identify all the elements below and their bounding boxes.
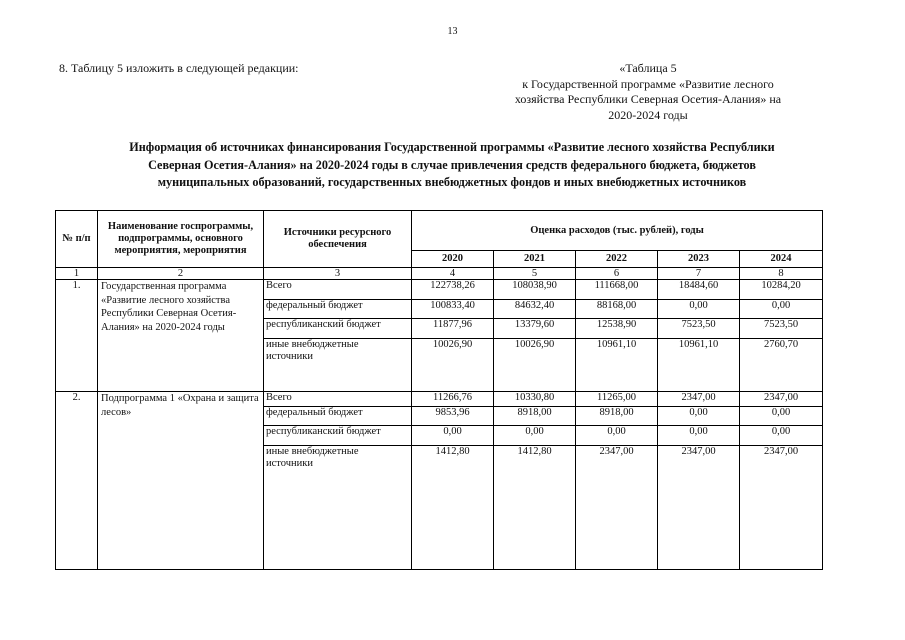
table-row [56,392,823,406]
table-row [56,280,823,300]
column-index: 1 [56,268,98,280]
value-cell: 0,00 [576,426,658,446]
value-cell: 7523,50 [740,319,823,339]
value-cell: 10961,10 [658,338,740,391]
heading-line: муниципальных образований, государственных внебюджетных фондов и иных внебюджетных источников [157,175,747,189]
amendment-instruction: 8. Таблицу 5 изложить в следующей редакции: [59,61,299,75]
value-cell: 2760,70 [740,338,823,391]
value-cell: 1412,80 [412,445,494,569]
value-cell: 2347,00 [740,445,823,569]
value-cell: 8918,00 [576,406,658,426]
program-name: Государственная программа «Развитие лесного хозяйства Республики Северная Осетия-Алания» на 2020-2024 годы [98,280,264,392]
value-cell: 122738,26 [412,280,494,300]
source-cell: республиканский бюджет [264,426,412,446]
value-cell: 2347,00 [740,392,823,406]
source-cell: Всего [264,280,412,300]
value-cell: 13379,60 [494,319,576,339]
value-cell: 2347,00 [658,392,740,406]
header-number: № п/п [56,211,98,268]
value-cell: 0,00 [740,299,823,319]
value-cell: 11877,96 [412,319,494,339]
financing-table [55,210,823,570]
column-index: 8 [740,268,823,280]
source-cell: Всего [264,392,412,406]
value-cell: 2347,00 [576,445,658,569]
value-cell: 2347,00 [658,445,740,569]
value-cell: 88168,00 [576,299,658,319]
row-number: 1. [56,280,98,392]
value-cell: 11266,76 [412,392,494,406]
header-year: 2024 [740,251,823,268]
value-cell: 7523,50 [658,319,740,339]
header-estimate: Оценка расходов (тыс. рублей), годы [412,211,823,251]
source-cell: иные внебюджетные источники [264,445,412,569]
value-cell: 12538,90 [576,319,658,339]
value-cell: 84632,40 [494,299,576,319]
appendix-line: 2020-2024 годы [608,107,688,122]
source-cell: федеральный бюджет [264,299,412,319]
appendix-caption [488,61,808,123]
header-year: 2021 [494,251,576,268]
column-index: 5 [494,268,576,280]
header-year: 2022 [576,251,658,268]
value-cell: 10284,20 [740,280,823,300]
program-name: Подпрограмма 1 «Охрана и защита лесов» [98,392,264,570]
value-cell: 10330,80 [494,392,576,406]
source-cell: иные внебюджетные источники [264,338,412,391]
value-cell: 111668,00 [576,280,658,300]
header-year: 2023 [658,251,740,268]
value-cell: 0,00 [658,299,740,319]
value-cell: 10961,10 [576,338,658,391]
value-cell: 10026,90 [494,338,576,391]
value-cell: 9853,96 [412,406,494,426]
value-cell: 0,00 [740,406,823,426]
value-cell: 100833,40 [412,299,494,319]
table-heading [62,139,842,192]
value-cell: 0,00 [658,426,740,446]
page-number: 13 [447,26,458,37]
row-number: 2. [56,392,98,570]
value-cell: 0,00 [494,426,576,446]
value-cell: 0,00 [412,426,494,446]
heading-line: Северная Осетия-Алания» на 2020-2024 годы в случае привлечения средств федерального бюджета, бюджетов [148,157,756,172]
appendix-line: «Таблица 5 [619,61,677,75]
column-index: 6 [576,268,658,280]
appendix-line: хозяйства Республики Северная Осетия-Алания» на [514,92,782,106]
header-year: 2020 [412,251,494,268]
column-index: 7 [658,268,740,280]
value-cell: 8918,00 [494,406,576,426]
header-source: Источники ресурсного обеспечения [264,211,412,268]
appendix-line: к Государственной программе «Развитие лесного [522,76,774,91]
heading-line: Информация об источниках финансирования Государственной программы «Развитие лесного хозяйства Республики [129,140,775,154]
source-cell: федеральный бюджет [264,406,412,426]
value-cell: 1412,80 [494,445,576,569]
value-cell: 108038,90 [494,280,576,300]
value-cell: 0,00 [740,426,823,446]
header-name: Наименование госпрограммы, подпрограммы, основного мероприятия, мероприятия [98,211,264,268]
value-cell: 11265,00 [576,392,658,406]
column-index: 2 [98,268,264,280]
value-cell: 18484,60 [658,280,740,300]
column-index: 4 [412,268,494,280]
source-cell: республиканский бюджет [264,319,412,339]
column-index: 3 [264,268,412,280]
value-cell: 10026,90 [412,338,494,391]
value-cell: 0,00 [658,406,740,426]
column-index-row [56,268,823,280]
